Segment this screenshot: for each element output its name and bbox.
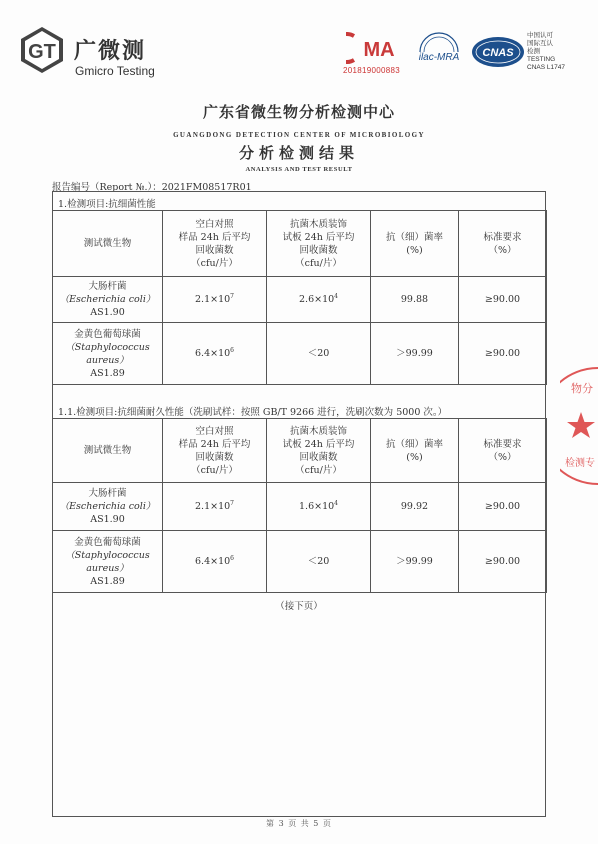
page-number: 第 3 页 共 5 页 <box>266 819 332 828</box>
header-organism: 测试微生物 <box>53 211 163 277</box>
standard-cell: ≥90.00 <box>459 483 547 531</box>
gt-logo-icon <box>18 26 66 74</box>
report-number: 报告编号（Report №.）：2021FM08517R01 <box>52 182 252 193</box>
svg-text:MA: MA <box>363 39 395 61</box>
table-row <box>53 531 547 593</box>
sample-cell: $1.6\times 10^4$ <box>267 483 371 531</box>
section-1-table <box>52 210 547 385</box>
sample-cell: $2.6\times 10^4$ <box>267 277 371 323</box>
doc-title-cn: 分析检测结果 <box>238 144 359 162</box>
section-2-table <box>52 418 547 593</box>
control-cell: $2.1\times 10^7$ <box>163 483 267 531</box>
rate-cell: 99.88 <box>371 277 459 323</box>
cma-code: 201819000883 <box>343 66 400 75</box>
svg-text:ilac-MRA: ilac-MRA <box>418 52 460 63</box>
cnas-caption: 中国认可 国际互认 检测 TESTING CNAS L1747 <box>527 32 565 71</box>
continued-note: （接下页） <box>275 601 323 612</box>
header-control: 空白对照 样品 24h 后平均 回收菌数 （cfu/片） <box>163 211 267 277</box>
table-header-row <box>53 419 547 483</box>
header-standard: 标准要求 （%） <box>459 419 547 483</box>
rate-cell: 99.92 <box>371 483 459 531</box>
control-cell: $6.4\times 10^6$ <box>163 323 267 385</box>
table-row <box>53 483 547 531</box>
standard-cell: ≥90.00 <box>459 277 547 323</box>
svg-text:GT: GT <box>28 41 56 63</box>
table-row <box>53 323 547 385</box>
header-rate: 抗（细）菌率 (%) <box>371 419 459 483</box>
section-2-title: 1.1.检测项目:抗细菌耐久性能（洗刷试样：按照 GB/T 9266 进行，洗刷次数为 5000 次。） <box>58 407 448 418</box>
organism-cell: 大肠杆菌 （Escherichia coli） AS1.90 <box>53 277 163 323</box>
doc-title-en: ANALYSIS AND TEST RESULT <box>245 166 353 173</box>
standard-cell: ≥90.00 <box>459 531 547 593</box>
logo-english-name: Gmicro Testing <box>75 64 155 78</box>
header-control: 空白对照 样品 24h 后平均 回收菌数 （cfu/片） <box>163 419 267 483</box>
header-standard: 标准要求 （%） <box>459 211 547 277</box>
cnas-logo-icon <box>470 30 526 74</box>
org-title-cn: 广东省微生物分析检测中心 <box>202 103 395 121</box>
sample-cell: ＜20 <box>267 531 371 593</box>
header-sample: 抗菌木质装饰 试板 24h 后平均 回收菌数 （cfu/片） <box>267 211 371 277</box>
red-seal-stamp-icon <box>560 366 598 486</box>
organism-cell: 金黄色葡萄球菌 （Staphylococcus aureus） AS1.89 <box>53 323 163 385</box>
table-row <box>53 277 547 323</box>
sample-cell: ＜20 <box>267 323 371 385</box>
control-cell: $2.1\times 10^7$ <box>163 277 267 323</box>
org-title-en: GUANGDONG DETECTION CENTER OF MICROBIOLOGY <box>173 131 425 139</box>
table-header-row <box>53 211 547 277</box>
rate-cell: ＞99.99 <box>371 531 459 593</box>
svg-text:物分: 物分 <box>571 382 593 395</box>
organism-cell: 金黄色葡萄球菌 （Staphylococcus aureus） AS1.89 <box>53 531 163 593</box>
header-sample: 抗菌木质装饰 试板 24h 后平均 回收菌数 （cfu/片） <box>267 419 371 483</box>
rate-cell: ＞99.99 <box>371 323 459 385</box>
header-rate: 抗（细）菌率 (%) <box>371 211 459 277</box>
standard-cell: ≥90.00 <box>459 323 547 385</box>
svg-text:检测专: 检测专 <box>565 458 595 469</box>
ilac-mra-logo-icon <box>410 30 468 74</box>
organism-cell: 大肠杆菌 （Escherichia coli） AS1.90 <box>53 483 163 531</box>
cma-mark-icon <box>346 32 406 64</box>
logo-chinese-name: 广微测 <box>74 39 147 64</box>
header-organism: 测试微生物 <box>53 419 163 483</box>
section-1-title: 1.检测项目:抗细菌性能 <box>58 199 156 210</box>
control-cell: $6.4\times 10^6$ <box>163 531 267 593</box>
svg-text:CNAS: CNAS <box>482 47 514 59</box>
